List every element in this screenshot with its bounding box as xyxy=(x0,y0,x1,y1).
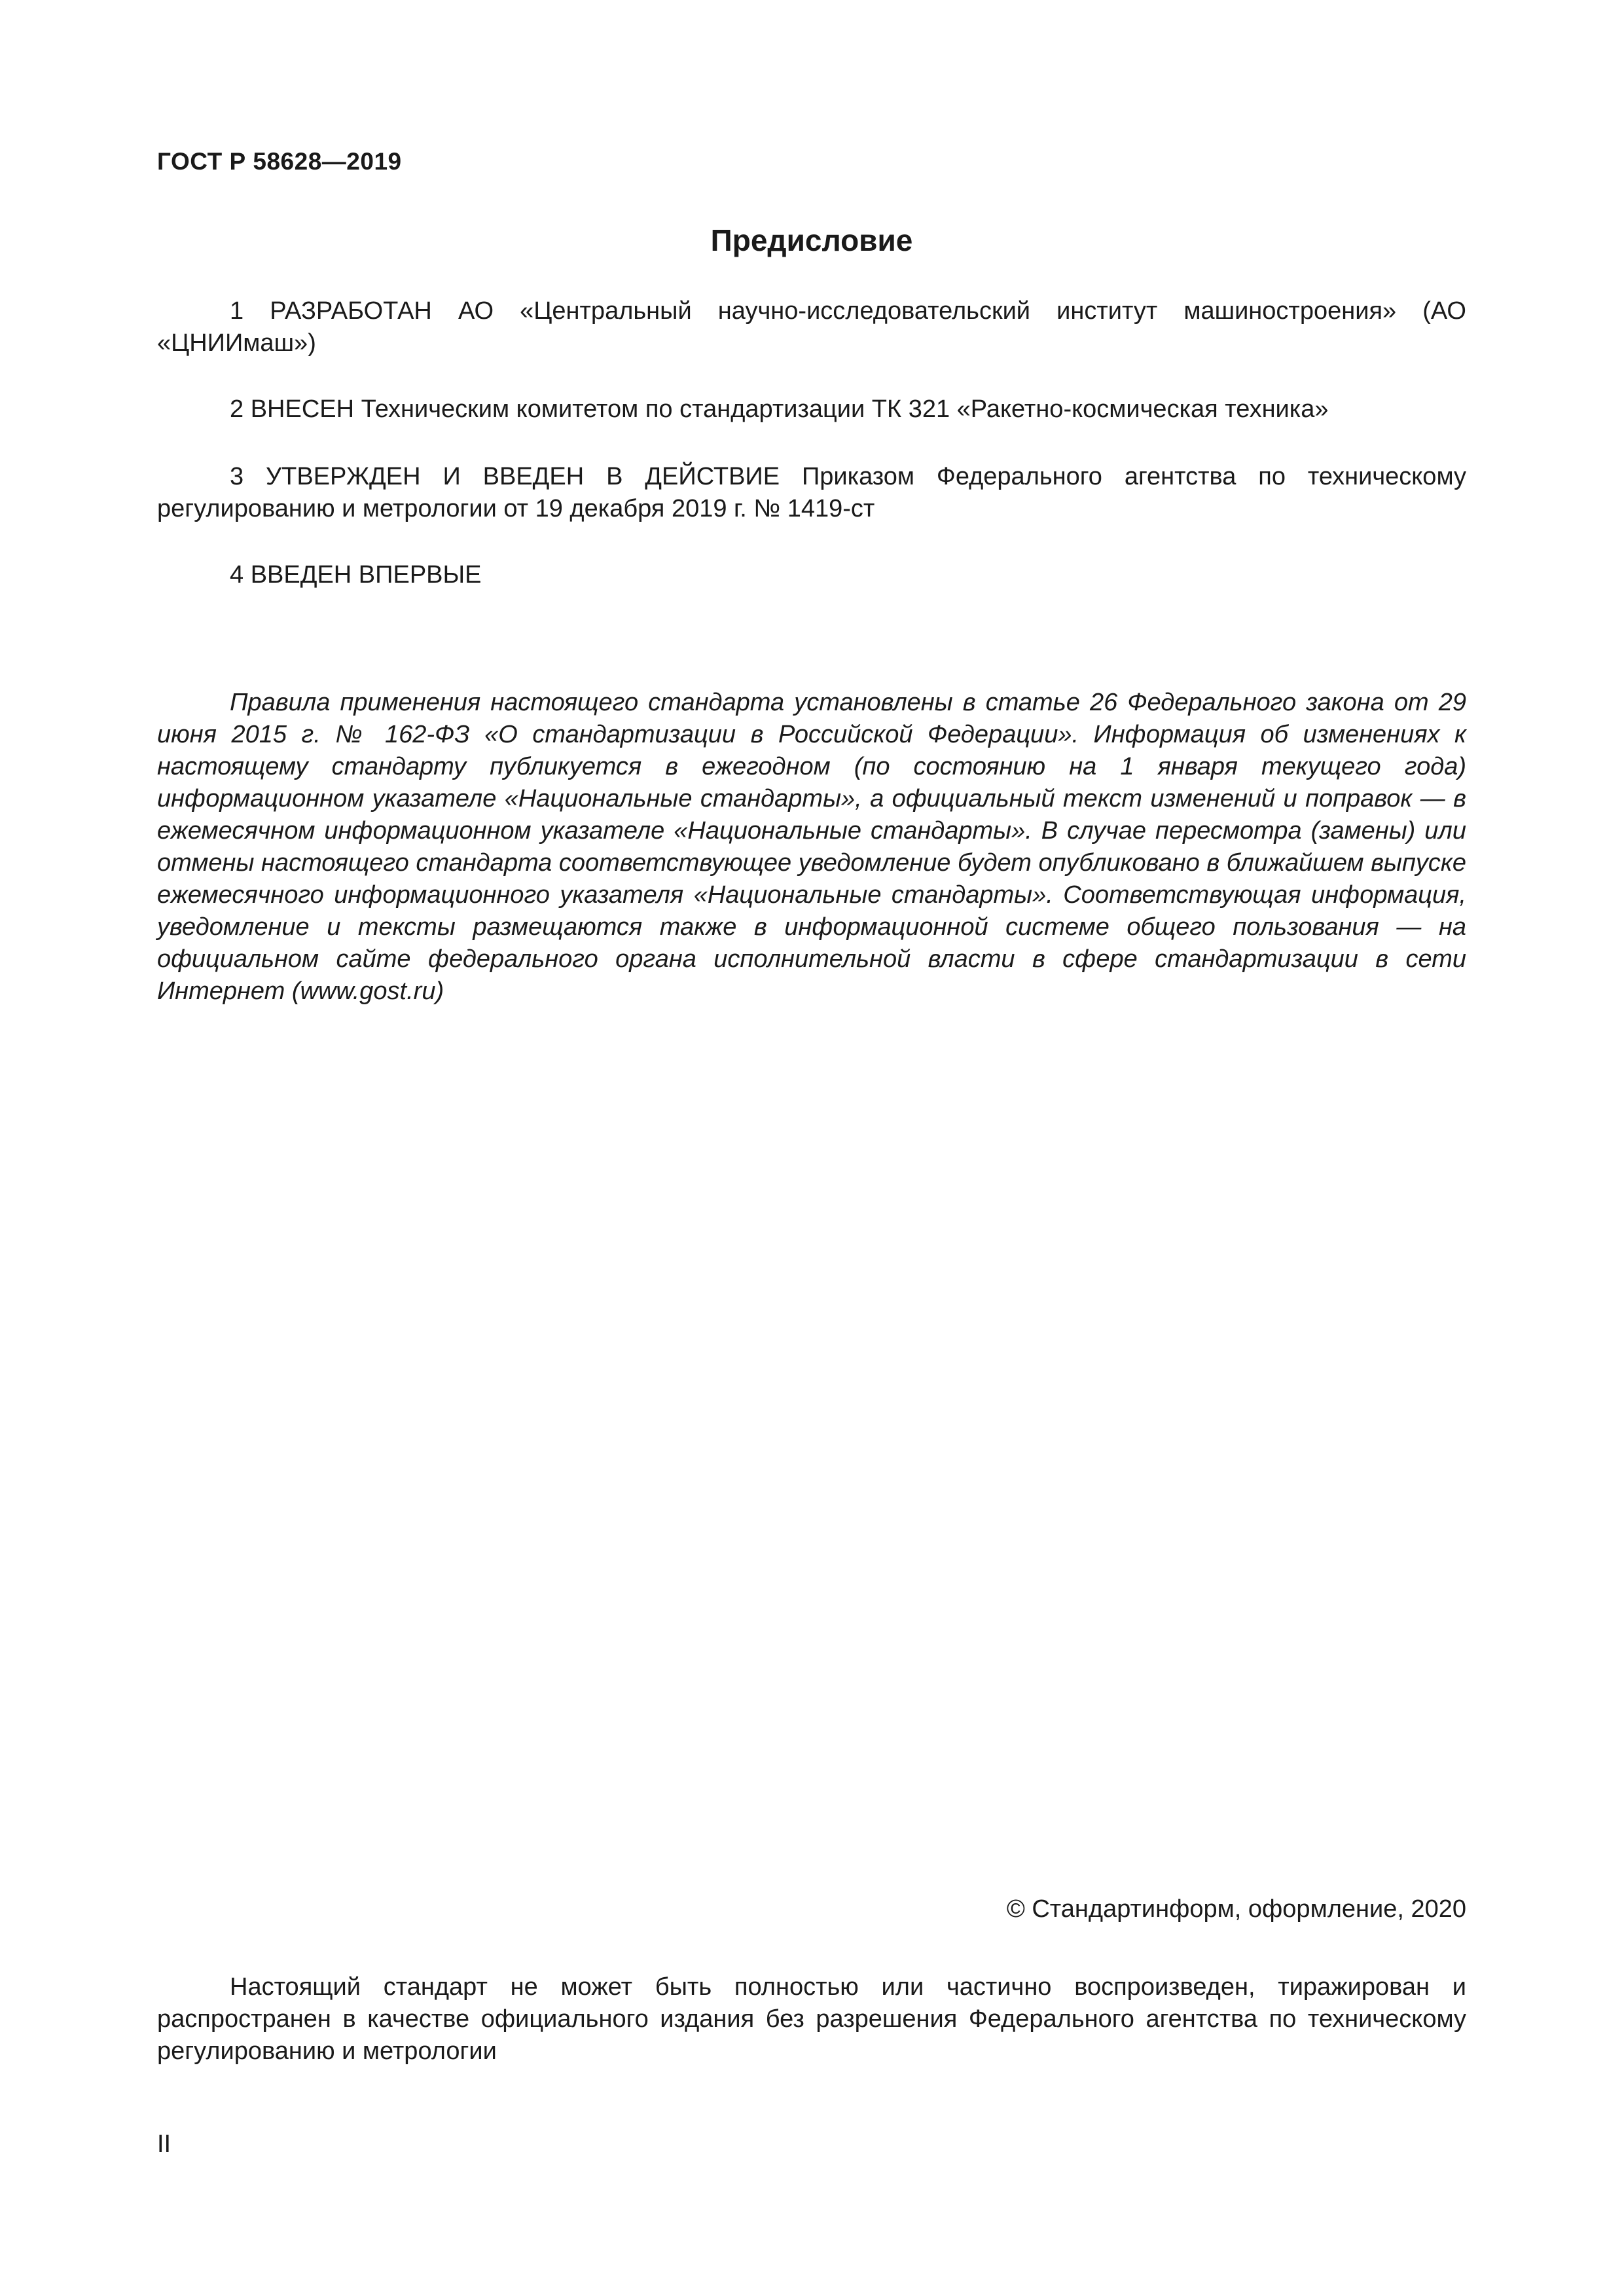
page-number: II xyxy=(157,2130,171,2158)
preface-item-4: 4 ВВЕДЕН ВПЕРВЫЕ xyxy=(230,561,482,589)
document-code: ГОСТ Р 58628—2019 xyxy=(157,148,402,175)
rules-note-paragraph: Правила применения настоящего стандарта установлены в статье 26 Федерального закона от 29 июня 2015 г. № 162-ФЗ «О стандартизации в Российской Федерации». Информация об изменениях к настоящему стандарту публикуется в ежегодном (по состоянию на 1 января текущего года) информационном указателе «Национальные стандарты», а официальный текст изменений и поправок — в ежемесячном информационном указателе «Национальные стандарты». В случае пересмотра (замены) или отмены настоящего стандарта соответствующее уведомление будет опубликовано в ближайшем выпуске ежемесячного информационного указателя «Национальные стандарты». Соответствующая информация, уведомление и тексты размещаются также в информационной системе общего пользования — на официальном сайте федерального органа исполнительной власти в сфере стандартизации в сети Интернет (www.gost.ru) xyxy=(157,689,1466,1005)
preface-item-1: 1 РАЗРАБОТАН АО «Центральный научно-исследовательский институт машиностроения» (АО «ЦНИИмаш») xyxy=(157,297,1466,357)
reproduction-notice: Настоящий стандарт не может быть полностью или частично воспроизведен, тиражирован и распространен в качестве официального издания без разрешения Федерального агентства по техническому регулированию и метрологии xyxy=(157,1973,1466,2065)
page-title: Предисловие xyxy=(710,223,913,257)
preface-item-3: 3 УТВЕРЖДЕН И ВВЕДЕН В ДЕЙСТВИЕ Приказом Федерального агентства по техническому регулированию и метрологии от 19 декабря 2019 г. № 1419-ст xyxy=(157,463,1466,522)
copyright-notice: © Стандартинформ, оформление, 2020 xyxy=(1006,1895,1466,1923)
preface-item-2: 2 ВНЕСЕН Техническим комитетом по стандартизации ТК 321 «Ракетно-космическая техника» xyxy=(230,395,1329,423)
